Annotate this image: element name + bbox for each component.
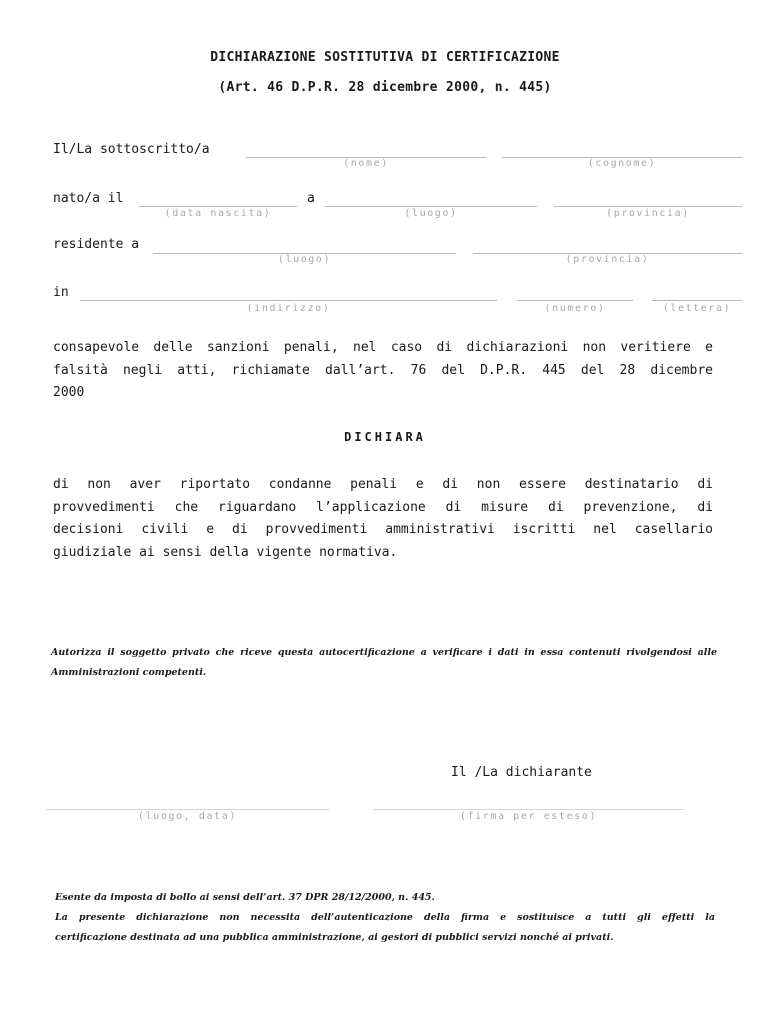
footer-notes bbox=[55, 888, 715, 948]
luogo-data-field[interactable] bbox=[46, 809, 329, 810]
autenticazione-note-line: certificazione destinata ad una pubblica amministrazione, ai gestori di pubblici servizi nonché ai privati. bbox=[55, 932, 614, 943]
document-title: DICHIARAZIONE SOSTITUTIVA DI CERTIFICAZIONE bbox=[210, 50, 560, 65]
consapevole-paragraph bbox=[53, 337, 713, 405]
firma-hint: (firma per esteso) bbox=[459, 811, 598, 822]
provincia-nascita-field[interactable] bbox=[554, 206, 742, 207]
dichiara-heading: DICHIARA bbox=[344, 430, 426, 444]
data-nascita-hint: (data nascita) bbox=[164, 208, 272, 219]
luogo-nascita-field[interactable] bbox=[325, 206, 537, 207]
luogo-residenza-hint: (luogo) bbox=[277, 254, 332, 265]
indirizzo-field[interactable] bbox=[80, 300, 497, 301]
statement-line: decisioni civili e di provvedimenti amministrativi iscritti nel casellario bbox=[53, 522, 713, 537]
bollo-note: Esente da imposta di bollo ai sensi dell’art. 37 DPR 28/12/2000, n. 445. bbox=[55, 892, 435, 903]
a-label: a bbox=[307, 191, 315, 206]
indirizzo-hint: (indirizzo) bbox=[246, 303, 331, 314]
consapevole-line: consapevole delle sanzioni penali, nel caso di dichiarazioni non veritiere e bbox=[53, 340, 713, 355]
provincia-residenza-hint: (provincia) bbox=[565, 254, 650, 265]
nato-label: nato/a il bbox=[53, 191, 124, 206]
autorizza-paragraph bbox=[51, 643, 717, 683]
consapevole-line: 2000 bbox=[53, 385, 85, 400]
provincia-nascita-hint: (provincia) bbox=[606, 208, 690, 219]
in-label: in bbox=[53, 285, 69, 300]
statement-line: giudiziale ai sensi della vigente normativa. bbox=[53, 544, 398, 560]
statement-line: di non aver riportato condanne penali e di non essere destinatario di bbox=[53, 477, 713, 492]
lettera-field[interactable] bbox=[652, 300, 742, 301]
sottoscritto-label: Il/La sottoscritto/a bbox=[53, 142, 210, 157]
numero-field[interactable] bbox=[517, 300, 633, 301]
statement-line: provvedimenti che riguardano l’applicazione di misure di prevenzione, di bbox=[53, 499, 713, 515]
statement-paragraph bbox=[53, 474, 713, 564]
autorizza-line: Autorizza il soggetto privato che riceve questa autocertificazione a verificare i dati in essa contenuti rivolgendosi alle bbox=[51, 647, 717, 658]
autorizza-line: Amministrazioni competenti. bbox=[51, 667, 207, 678]
luogo-data-hint: (luogo, data) bbox=[137, 811, 238, 822]
document-subtitle: (Art. 46 D.P.R. 28 dicembre 2000, n. 445) bbox=[218, 80, 552, 95]
nome-hint: (nome) bbox=[343, 158, 389, 169]
luogo-nascita-hint: (luogo) bbox=[404, 208, 458, 219]
data-nascita-field[interactable] bbox=[139, 206, 297, 207]
residente-label: residente a bbox=[53, 237, 140, 252]
consapevole-line: falsità negli atti, richiamate dall’art. 76 del D.P.R. 445 del 28 dicembre bbox=[53, 362, 713, 378]
autenticazione-note-line: La presente dichiarazione non necessita dell’autenticazione della firma e sostituisce a tutti gli effetti la bbox=[55, 912, 715, 923]
firma-field[interactable] bbox=[373, 809, 684, 810]
cognome-hint: (cognome) bbox=[587, 158, 657, 169]
lettera-hint: (lettera) bbox=[662, 303, 732, 314]
numero-hint: (numero) bbox=[544, 303, 606, 314]
dichiarante-label: Il /La dichiarante bbox=[451, 765, 592, 780]
